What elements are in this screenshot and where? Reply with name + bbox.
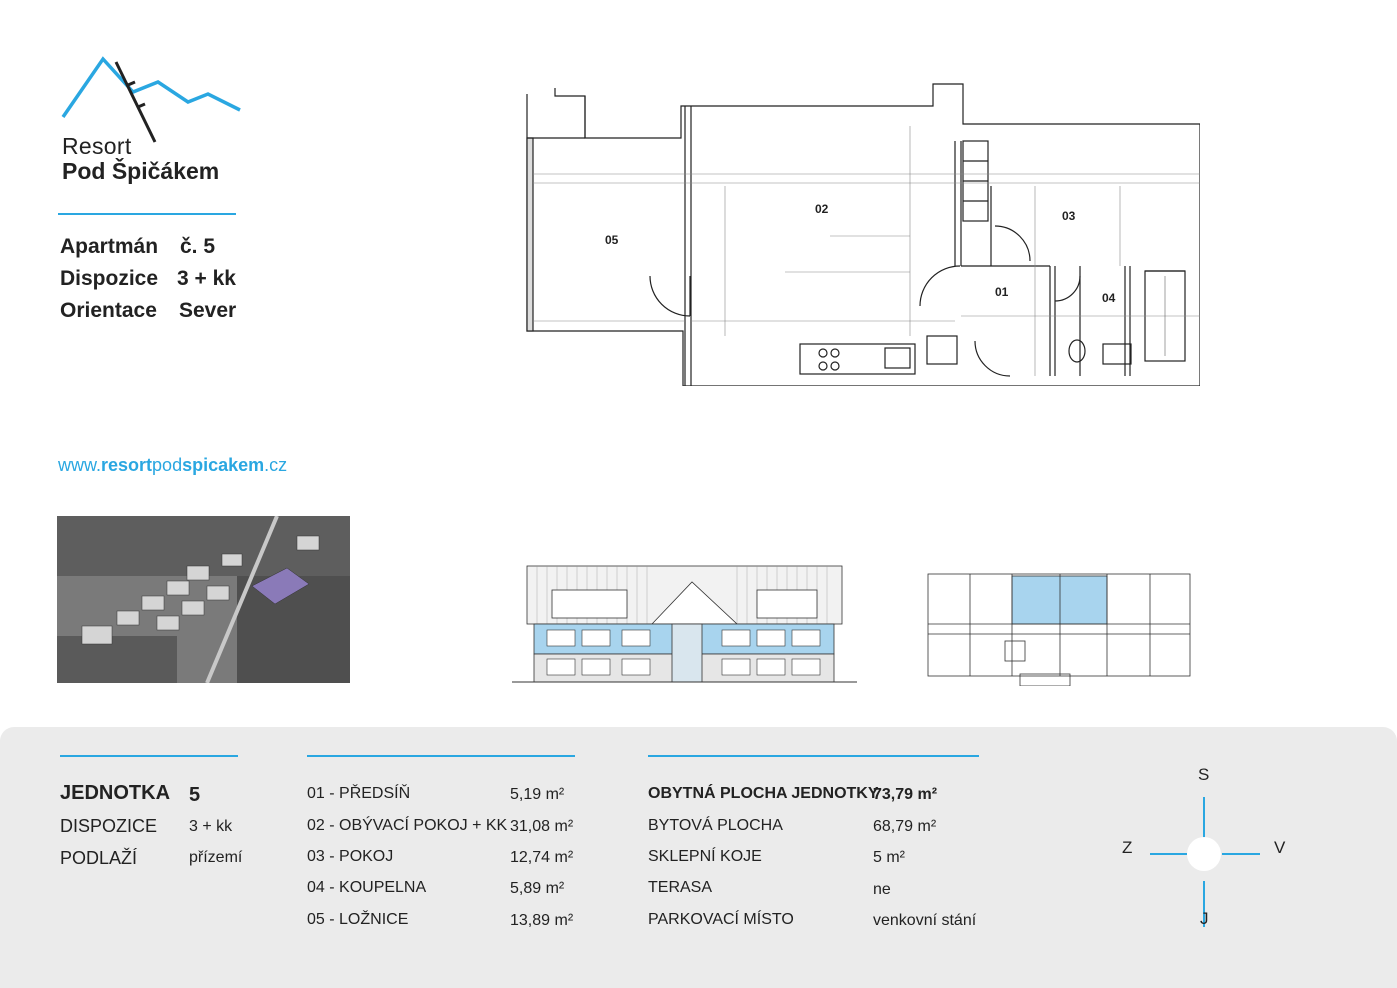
- logo-text-resort: Resort: [62, 133, 132, 159]
- floor-plan: [525, 76, 1200, 386]
- summary-label: PARKOVACÍ MÍSTO: [648, 911, 794, 928]
- summary-value: 68,79 m²: [873, 818, 937, 835]
- summary-label: SKLEPNÍ KOJE: [648, 848, 762, 865]
- apartment-label: Apartmán: [60, 235, 159, 258]
- website-link[interactable]: www.resortpodspicakem.cz: [58, 455, 288, 475]
- disp-value: 3 + kk: [189, 818, 233, 835]
- summary-value: venkovní stání: [873, 912, 977, 929]
- room-area: 31,08 m²: [510, 818, 574, 835]
- room-label-04: 04: [1102, 291, 1116, 305]
- room-area: 5,89 m²: [510, 880, 565, 897]
- logo-divider: [58, 213, 236, 215]
- compass-north: S: [1198, 765, 1210, 784]
- building-elevation: [512, 562, 857, 686]
- summary-label: OBYTNÁ PLOCHA JEDNOTKY: [648, 785, 879, 802]
- disposition-label: Dispozice: [60, 267, 159, 290]
- logo-text-name: Pod Špičákem: [62, 158, 220, 184]
- summary-label: BYTOVÁ PLOCHA: [648, 817, 783, 834]
- room-label-03: 03: [1062, 209, 1076, 223]
- orientation-value: Sever: [179, 299, 237, 322]
- aerial-photo: [57, 516, 350, 683]
- room-name: 04 - KOUPELNA: [307, 879, 427, 896]
- compass-icon: [1140, 797, 1270, 927]
- floor-value: přízemí: [189, 849, 243, 866]
- room-name: 05 - LOŽNICE: [307, 911, 409, 928]
- summary-value: 5 m²: [873, 849, 905, 866]
- room-name: 02 - OBÝVACÍ POKOJ + KK: [307, 817, 508, 834]
- info-apartment: [60, 235, 216, 259]
- disposition-value: 3 + kk: [177, 267, 236, 290]
- unit-label: JEDNOTKA: [60, 782, 171, 804]
- compass-south: J: [1200, 909, 1209, 928]
- compass-east: V: [1274, 838, 1286, 857]
- room-area: 13,89 m²: [510, 912, 574, 929]
- summary-value: 73,79 m²: [873, 786, 938, 803]
- info-orientation: [60, 299, 237, 323]
- room-area: 5,19 m²: [510, 786, 565, 803]
- divider-unit: [60, 755, 238, 757]
- room-area: 12,74 m²: [510, 849, 574, 866]
- apartment-value: č. 5: [180, 235, 216, 258]
- room-label-05: 05: [605, 233, 619, 247]
- summary-panel: [0, 727, 1397, 988]
- divider-rooms: [307, 755, 575, 757]
- disp-label: DISPOZICE: [60, 816, 158, 836]
- summary-value: ne: [873, 881, 891, 898]
- summary-label: TERASA: [648, 879, 713, 896]
- divider-summary: [648, 755, 979, 757]
- orientation-label: Orientace: [60, 299, 157, 322]
- building-plan-overview: [920, 566, 1198, 686]
- compass-west: Z: [1122, 838, 1133, 857]
- room-label-02: 02: [815, 202, 829, 216]
- room-name: 03 - POKOJ: [307, 848, 394, 865]
- floor-label: PODLAŽÍ: [60, 848, 138, 868]
- info-disposition: [60, 267, 236, 291]
- room-label-01: 01: [995, 285, 1009, 299]
- room-name: 01 - PŘEDSÍŇ: [307, 785, 411, 802]
- unit-value: 5: [189, 784, 201, 806]
